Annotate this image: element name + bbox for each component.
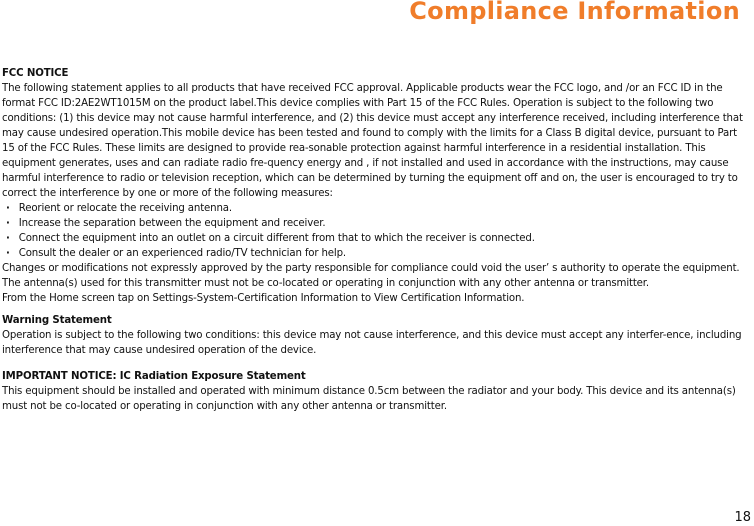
warning-statement-text: Operation is subject to the following two conditions: this device may not cause interference, and this device must accept any interfer-ence, including interference that may cause undesired operation of the device. xyxy=(2,330,742,356)
fcc-changes-text: Changes or modifications not expressly approved by the party responsible for compliance could void the user’ s authority to operate the equipment. The antenna(s) used for this transmitter must not be co-located or operating in conjunction with any other antenna or transmitter. xyxy=(2,263,740,289)
spacer xyxy=(2,358,750,369)
certification-info-text: From the Home screen tap on Settings-System-Certification Information to View Certification Information. xyxy=(2,293,525,304)
page-title: Compliance Information xyxy=(409,0,740,25)
fcc-notice-heading: FCC NOTICE xyxy=(2,68,69,79)
fcc-notice-text: The following statement applies to all products that have received FCC approval. Applicable products wear the FCC logo, and /or an FCC ID in the format FCC ID:2AE2WT1015M on the product label.This device complies with Part 15 of the FCC Rules. Operation is subject to the following two conditions: (1) this device may not cause harmful interference, and (2) this device must accept any interference received, including interference that may cause undesired operation.This mobile device has been tested and found to comply with the limits for a Class B digital device, pursuant to Part 15 of the FCC Rules. These limits are designed to provide rea-sonable protection against harmful interference in a residential installation. This equipment generates, uses and can radiate radio fre-quency energy and , if not installed and used in accordance with the instructions, may cause harmful interference to radio or television reception, which can be determined by turning the equipment off and on, the user is encouraged to try to correct the interference by one or more of the following measures: xyxy=(2,83,743,199)
page-number: 18 xyxy=(734,510,751,525)
interference-measures-list xyxy=(2,201,750,261)
measure-item: · Increase the separation between the equipment and receiver. xyxy=(2,216,750,231)
compliance-content xyxy=(2,66,750,414)
measure-item: · Consult the dealer or an experienced radio/TV technician for help. xyxy=(2,246,750,261)
spacer xyxy=(2,306,750,313)
measure-item: · Connect the equipment into an outlet on a circuit different from that to which the receiver is connected. xyxy=(2,231,750,246)
ic-statement-text: This equipment should be installed and operated with minimum distance 0.5cm between the radiator and your body. This device and its antenna(s) must not be co-located or operating in conjunction with any other antenna or transmitter. xyxy=(2,386,736,412)
warning-statement-heading: Warning Statement xyxy=(2,315,112,326)
measure-item: · Reorient or relocate the receiving antenna. xyxy=(2,201,750,216)
ic-statement-heading: IMPORTANT NOTICE: IC Radiation Exposure Statement xyxy=(2,371,306,382)
